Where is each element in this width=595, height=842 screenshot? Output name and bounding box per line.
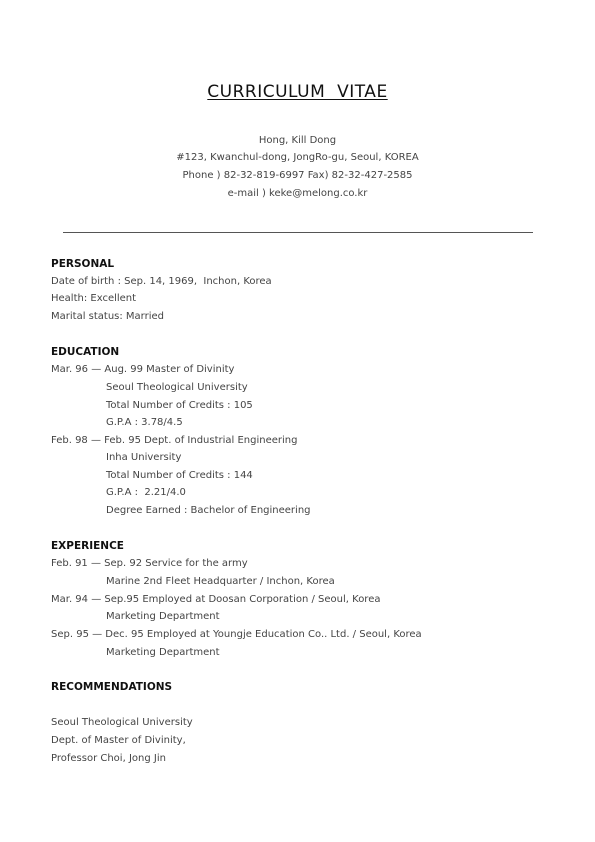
experience-entry-1-detail: Marine 2nd Fleet Headquarter / Inchon, Korea [106,576,335,587]
education-entry-1-period: Mar. 96 — Aug. 99 Master of Divinity [51,364,235,375]
education-entry-2-gpa: G.P.A : 2.21/4.0 [106,487,186,498]
section-heading-personal: PERSONAL [51,258,115,270]
section-heading-education: EDUCATION [51,346,120,358]
personal-date-of-birth: Date of birth : Sep. 14, 1969, Inchon, Korea [51,276,272,287]
education-entry-1-gpa: G.P.A : 3.78/4.5 [106,417,183,428]
education-entry-1-school: Seoul Theological University [106,382,248,393]
applicant-email: e-mail ) keke@melong.co.kr [227,188,368,199]
education-entry-2-school: Inha University [106,452,182,463]
experience-entry-3-period: Sep. 95 — Dec. 95 Employed at Youngje Education Co.. Ltd. / Seoul, Korea [51,629,422,640]
section-heading-recommendations: RECOMMENDATIONS [51,681,173,693]
document-title: CURRICULUM VITAE [207,82,388,102]
applicant-address: #123, Kwanchul-dong, JongRo-gu, Seoul, KOREA [176,152,419,163]
education-entry-2-degree: Degree Earned : Bachelor of Engineering [106,505,311,516]
education-entry-1-credits: Total Number of Credits : 105 [106,400,253,411]
experience-entry-3-detail: Marketing Department [106,647,220,658]
applicant-name: Hong, Kill Dong [258,135,337,146]
personal-health: Health: Excellent [51,293,137,304]
header-divider [63,232,533,233]
personal-marital-status: Marital status: Married [51,311,165,322]
recommendation-person: Professor Choi, Jong Jin [51,753,166,764]
experience-entry-1-period: Feb. 91 — Sep. 92 Service for the army [51,558,248,569]
recommendation-department: Dept. of Master of Divinity, [51,735,186,746]
applicant-phone-fax: Phone ) 82-32-819-6997 Fax) 82-32-427-2585 [182,170,413,181]
recommendation-institution: Seoul Theological University [51,717,193,728]
section-heading-experience: EXPERIENCE [51,540,124,552]
education-entry-2-period: Feb. 98 — Feb. 95 Dept. of Industrial Engineering [51,435,298,446]
education-entry-2-credits: Total Number of Credits : 144 [106,470,253,481]
experience-entry-2-period: Mar. 94 — Sep.95 Employed at Doosan Corporation / Seoul, Korea [51,594,381,605]
experience-entry-2-detail: Marketing Department [106,611,220,622]
